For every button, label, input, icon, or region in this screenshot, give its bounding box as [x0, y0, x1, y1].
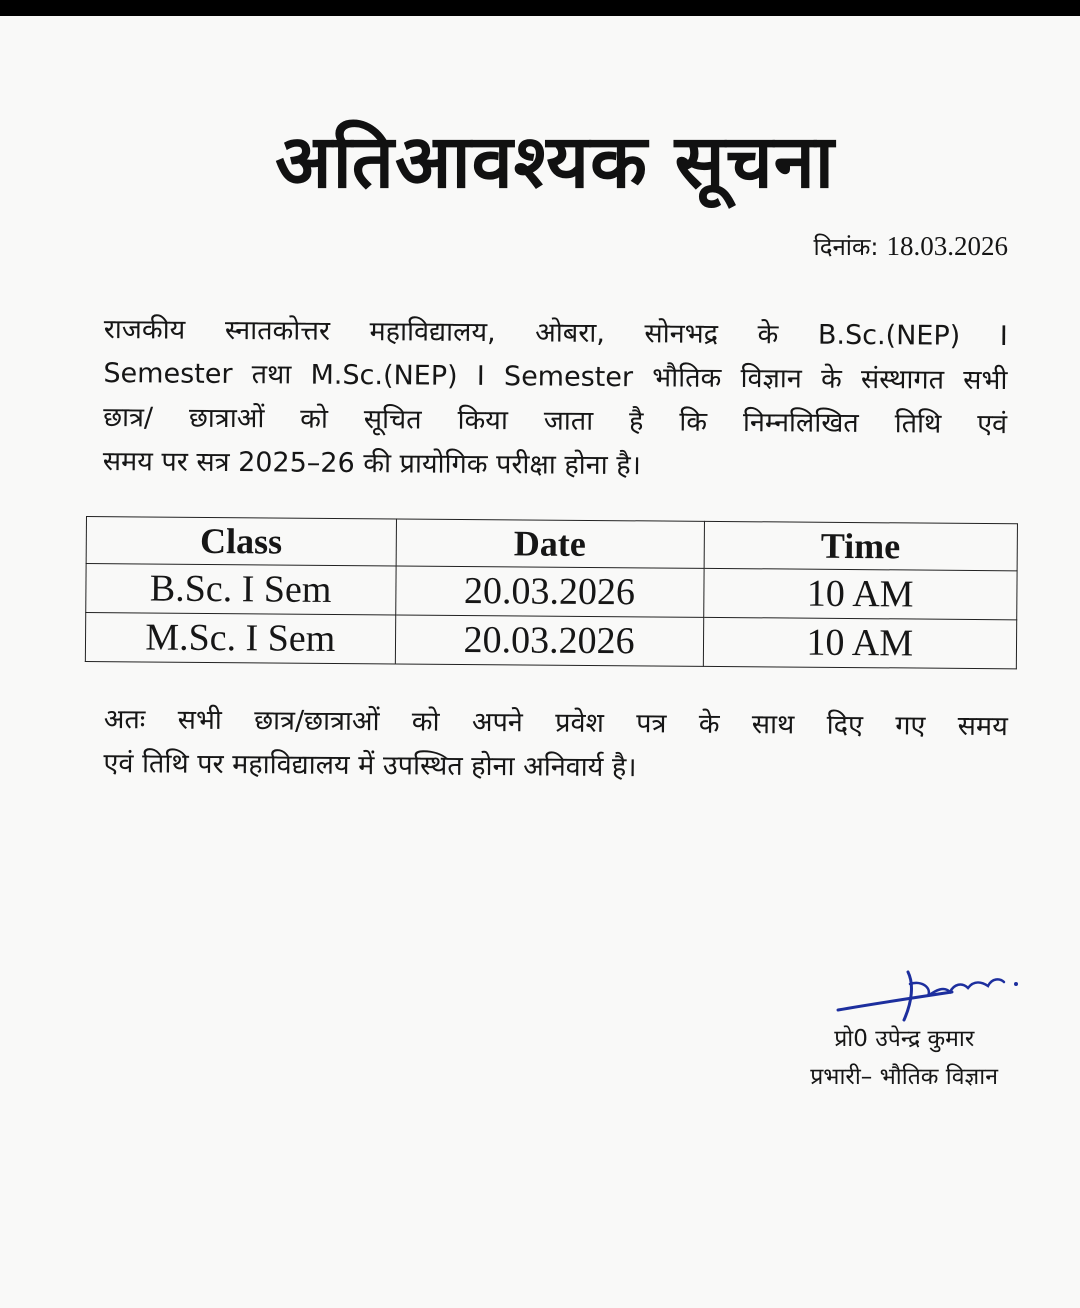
date-label: दिनांक:: [813, 233, 879, 261]
exam-schedule-table: [85, 516, 1018, 669]
table-row: [85, 613, 1016, 669]
para1-line: छात्र/ छात्राओं को सूचित किया जाता है कि निम्नलिखित तिथि एवं: [103, 401, 1008, 441]
para1-line: Semester तथा M.Sc.(NEP) I Semester भौतिक विज्ञान के संस्थागत सभी: [103, 357, 1008, 397]
cell-time: 10 AM: [703, 617, 1017, 668]
cell-class: B.Sc. I Sem: [86, 564, 396, 615]
signatory-designation: प्रभारी– भौतिक विज्ञान: [810, 1064, 998, 1090]
cell-date: 20.03.2026: [395, 615, 703, 666]
cell-time: 10 AM: [703, 568, 1017, 619]
column-header-date: Date: [396, 519, 704, 568]
signatory-block: [810, 1020, 998, 1096]
notice-paragraph-1: [103, 308, 1008, 491]
table-header-row: [86, 517, 1017, 571]
notice-title: अतिआवश्यक सूचना: [275, 119, 835, 205]
para2-line: अतः सभी छात्र/छात्राओं को अपने प्रवेश पत्र के साथ दिए गए समय: [103, 703, 1008, 743]
para1-line: समय पर सत्र 2025–26 की प्रायोगिक परीक्षा होना है।: [102, 445, 641, 482]
notice-date: [813, 230, 1008, 263]
column-header-time: Time: [704, 521, 1018, 570]
column-header-class: Class: [86, 517, 396, 566]
top-black-bar: [0, 0, 1080, 16]
notice-paragraph-2: [103, 698, 1008, 793]
signatory-name: प्रो0 उपेन्द्र कुमार: [834, 1026, 975, 1052]
cell-class: M.Sc. I Sem: [85, 613, 395, 664]
para2-line: एवं तिथि पर महाविद्यालय में उपस्थित होना अनिवार्य है।: [103, 747, 637, 784]
cell-date: 20.03.2026: [395, 566, 703, 617]
para1-line: राजकीय स्नातकोत्तर महाविद्यालय, ओबरा, सोनभद्र के B.Sc.(NEP) I: [103, 313, 1008, 353]
date-value: 18.03.2026: [886, 231, 1008, 261]
table-row: [86, 564, 1017, 620]
